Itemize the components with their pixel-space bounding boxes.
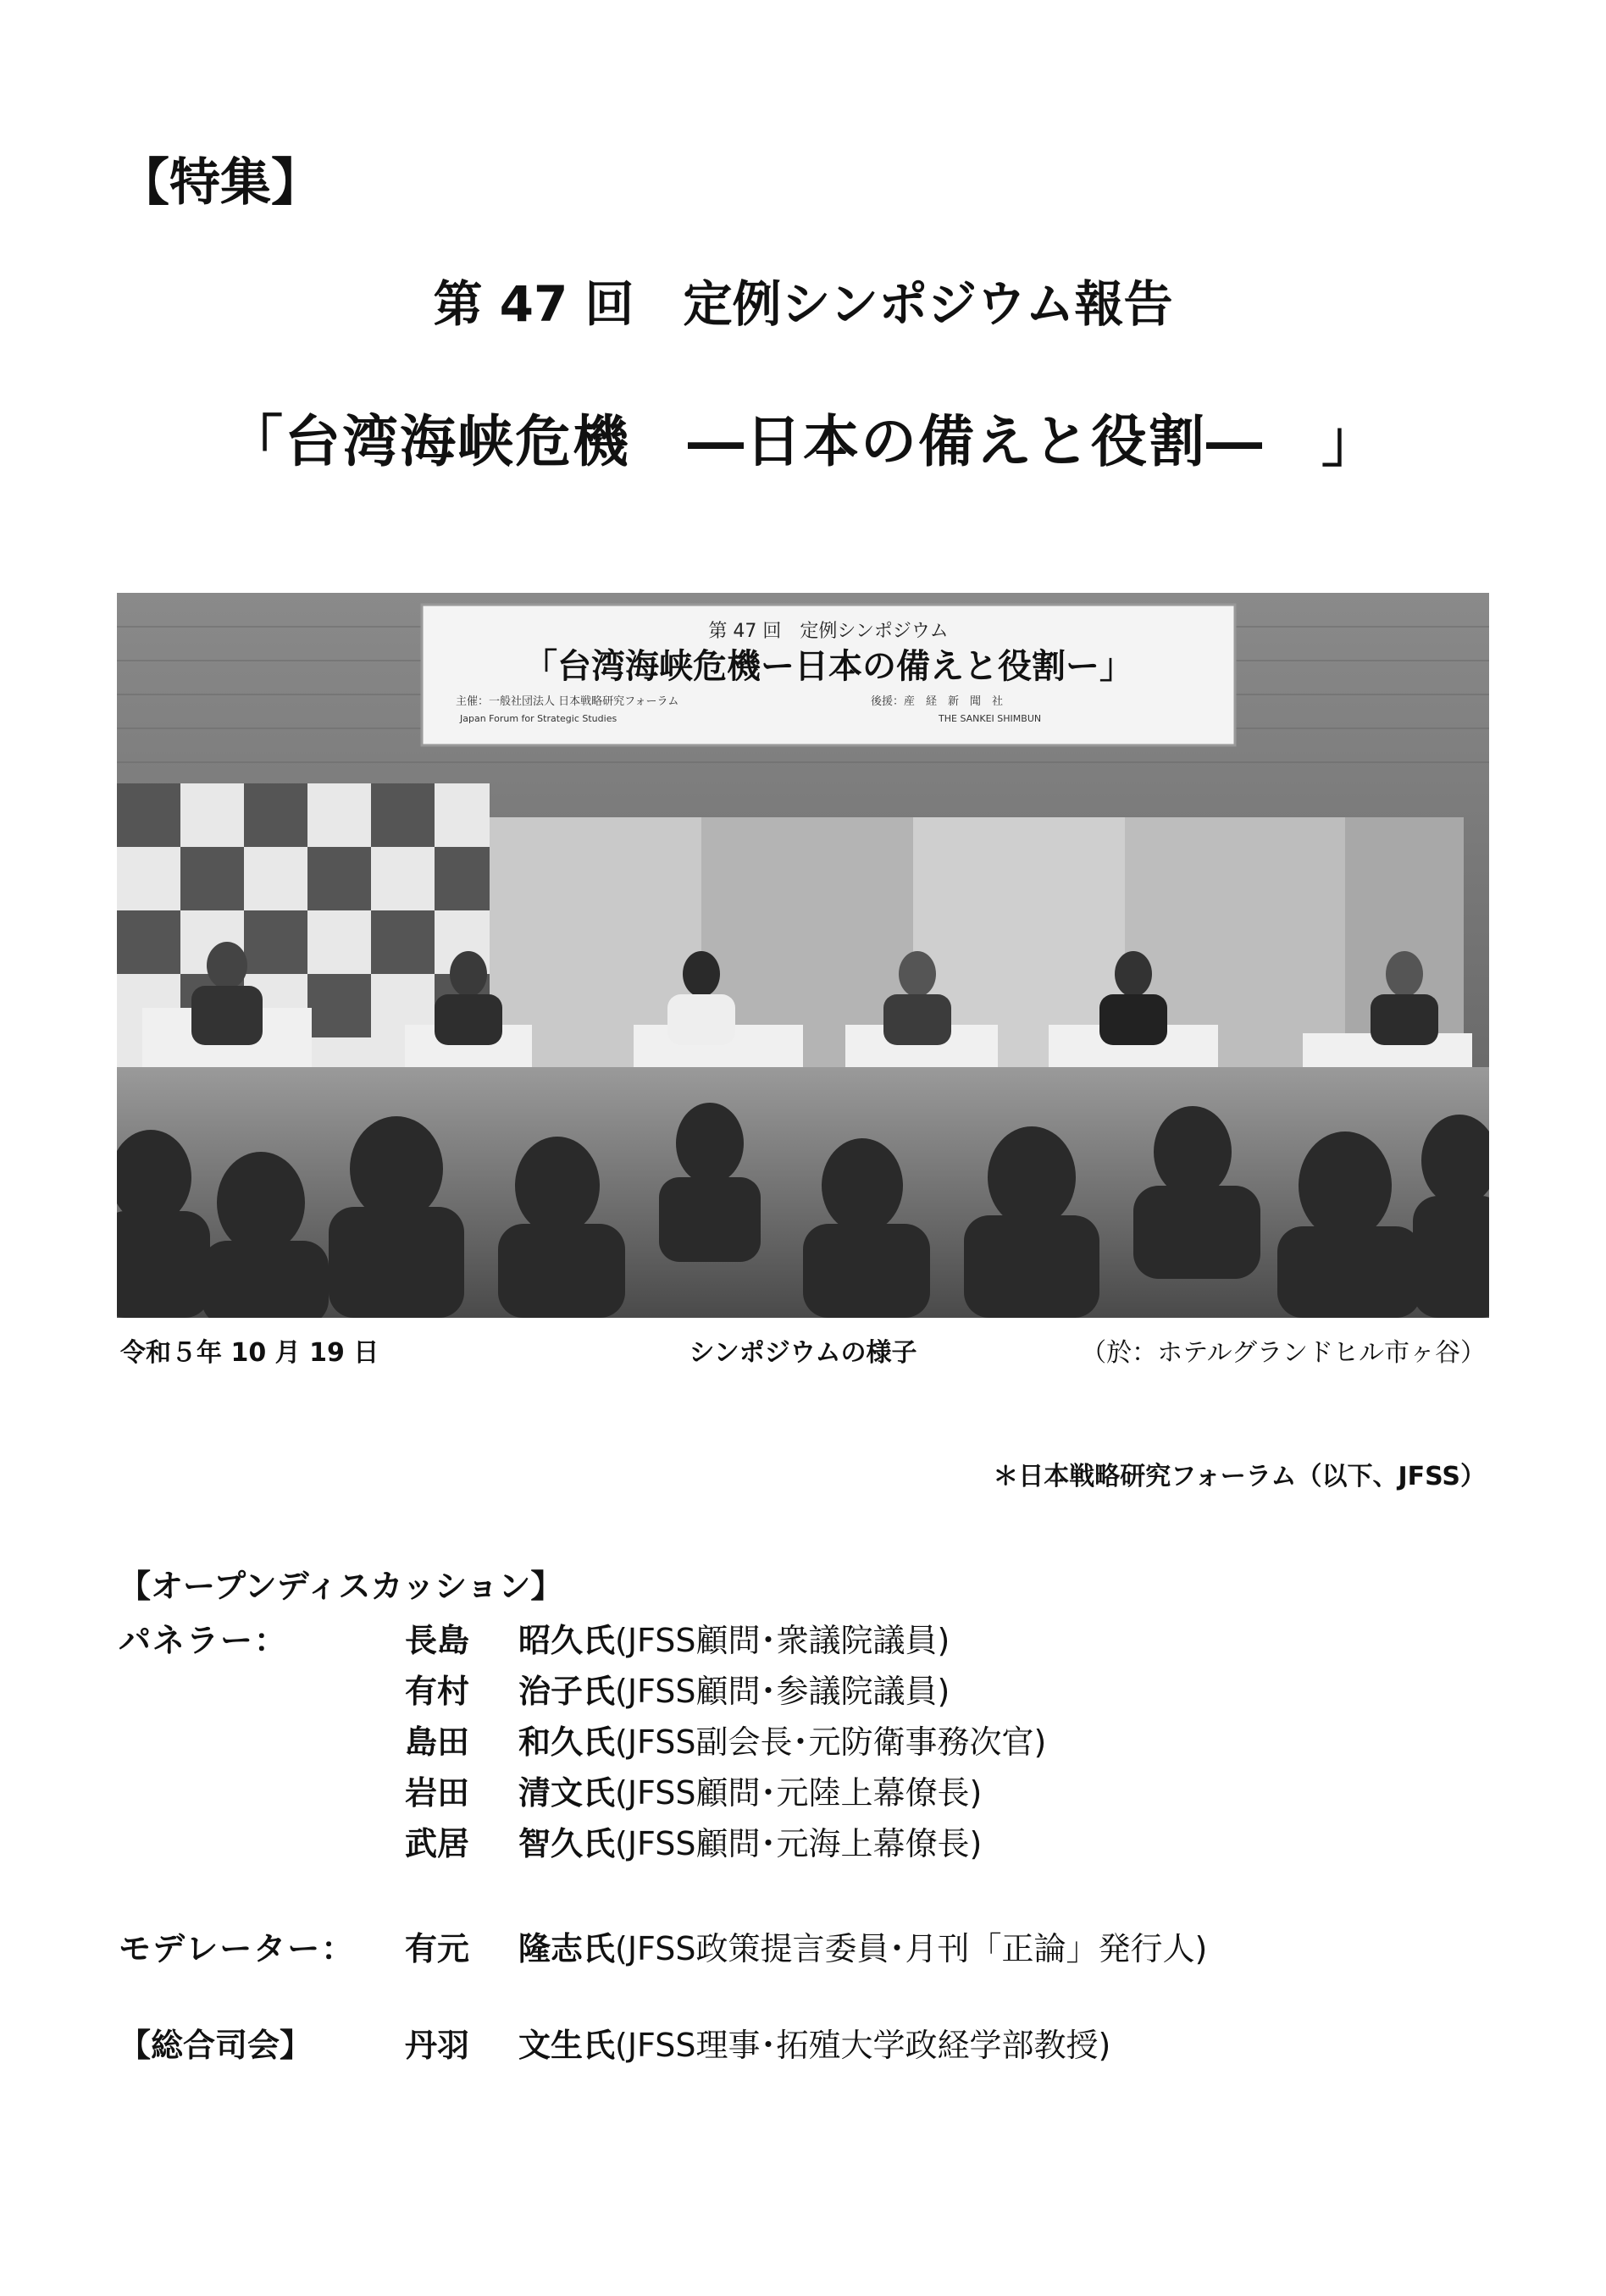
section-tag: 【特集】 xyxy=(119,153,322,213)
panelist-row xyxy=(405,1817,982,1864)
panelist-last-name: 岩田 xyxy=(405,1774,470,1812)
panelist-affiliation: (JFSS顧問･元海上幕僚長) xyxy=(615,1825,983,1862)
panelist-row xyxy=(405,1614,950,1661)
moderator-label: モデレーター： xyxy=(119,1930,356,1967)
caption-description: シンポジウムの様子 xyxy=(689,1338,917,1368)
report-subtitle: 第 47 回 定例シンポジウム報告 xyxy=(433,275,1173,333)
panelist-row xyxy=(405,1716,1046,1762)
panelist-last-name: 有村 xyxy=(405,1673,470,1710)
panelist-first-name: 和久氏 xyxy=(518,1723,616,1761)
banner-sponsor-en: THE SANKEI SHIMBUN xyxy=(939,713,1042,724)
panelist-row xyxy=(405,1767,982,1813)
panelist-last-name: 長島 xyxy=(405,1622,470,1659)
panelist-last-name: 武居 xyxy=(405,1825,470,1862)
moderator-last-name: 有元 xyxy=(405,1930,470,1967)
mc-first-name: 文生氏 xyxy=(518,2027,616,2064)
moderator-affiliation: (JFSS政策提言委員･月刊「正論」発行人) xyxy=(615,1930,1208,1967)
panelists-label: パネラー： xyxy=(119,1622,289,1659)
moderator-first-name: 隆志氏 xyxy=(518,1930,616,1967)
moderator-row xyxy=(405,1923,1207,1969)
mc-affiliation: (JFSS理事･拓殖大学政経学部教授) xyxy=(615,2027,1111,2064)
panelist-last-name: 島田 xyxy=(405,1723,470,1761)
banner-organizer-en: Japan Forum for Strategic Studies xyxy=(460,713,617,724)
symposium-photo xyxy=(117,593,1489,1318)
panelist-affiliation: (JFSS副会長･元防衛事務次官) xyxy=(615,1723,1047,1761)
panelist-affiliation: (JFSS顧問･元陸上幕僚長) xyxy=(615,1774,983,1812)
symposium-title: 「台湾海峡危機 ―日本の備えと役割― 」 xyxy=(227,408,1379,474)
banner-organizer: 主催：一般社団法人 日本戦略研究フォーラム xyxy=(456,695,679,708)
panelist-first-name: 清文氏 xyxy=(518,1774,616,1812)
mc-last-name: 丹羽 xyxy=(405,2027,470,2064)
banner-line1: 第 47 回 定例シンポジウム xyxy=(708,621,949,642)
discussion-heading: 【オープンディスカッション】 xyxy=(119,1568,563,1605)
panelist-first-name: 昭久氏 xyxy=(518,1622,616,1659)
panelist-first-name: 治子氏 xyxy=(518,1673,616,1710)
abbreviation-note: ＊日本戦略研究フォーラム（以下、JFSS） xyxy=(993,1462,1486,1491)
banner-title: 「台湾海峡危機ー日本の備えと役割ー」 xyxy=(523,647,1133,686)
caption-venue: （於：ホテルグランドヒル市ヶ谷） xyxy=(1081,1338,1486,1368)
panelist-row xyxy=(405,1665,950,1712)
caption-date: 令和５年 10 月 19 日 xyxy=(120,1338,379,1368)
banner-sponsor: 後援：産 経 新 聞 社 xyxy=(871,695,1004,708)
mc-row xyxy=(405,2019,1110,2066)
mc-label: 【総合司会】 xyxy=(119,2027,313,2064)
panelist-first-name: 智久氏 xyxy=(518,1825,616,1862)
panelist-affiliation: (JFSS顧問･参議院議員) xyxy=(615,1673,950,1710)
panelist-affiliation: (JFSS顧問･衆議院議員) xyxy=(615,1622,950,1659)
